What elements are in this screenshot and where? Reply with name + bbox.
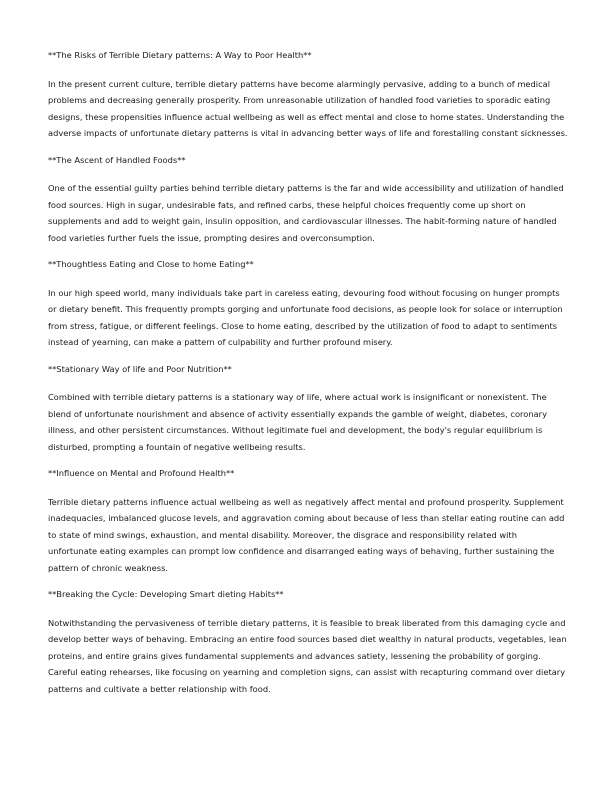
section-heading: **The Risks of Terrible Dietary patterns: A Way to Poor Health** xyxy=(48,50,312,60)
section-heading: **The Ascent of Handled Foods** xyxy=(48,154,186,165)
section-paragraph: In our high speed world, many individuals take part in careless eating, devouring food without focusing on hunger prompts or dietary benefit. This frequently prompts gorging and unfortunate food decisions, as people look for solace or interruption from stress, fatigue, or different feelings. Close to home eating, described by the utilization of food to adapt to sentiments instead of yearning, can make a pattern of culpability and further profound misery. xyxy=(48,287,563,347)
section-paragraph: Terrible dietary patterns influence actual wellbeing as well as negatively affect mental and profound prosperity. Supplement inadequacies, imbalanced glucose levels, and aggravation coming about because of less than stellar eating routine can add to state of mind swings, exhaustion, and mental disability. Moreover, the disgrace and responsibility related with unfortunate eating examples can prompt low confidence and disarranged eating ways of behaving, further sustaining the pattern of chronic weakness. xyxy=(48,496,565,573)
section-paragraph: One of the essential guilty parties behind terrible dietary patterns is the far and wide accessibility and utilization of handled food sources. High in sugar, undesirable fats, and refined carbs, these helpful choices frequently come up short on supplements and add to weight gain, insulin opposition, and cardiovascular illnesses. The habit-forming nature of handled food varieties further fuels the issue, prompting desires and overconsumption. xyxy=(48,183,564,243)
section-heading: **Breaking the Cycle: Developing Smart dieting Habits** xyxy=(48,589,284,599)
section-paragraph: Notwithstanding the pervasiveness of terrible dietary patterns, it is feasible to break liberated from this damaging cycle and develop better ways of behaving. Embracing an entire food sources based diet wealthy in natural products, vegetables, lean proteins, and entire grains gives fundamental supplements and advances satiety, lessening the probability of gorging. Careful eating rehearses, like focusing on yearning and completion signs, can assist with recapturing command over dietary patterns and cultivate a better relationship with food. xyxy=(48,617,567,694)
section-sedentary-lifestyle xyxy=(48,361,568,456)
section-risks xyxy=(48,47,568,142)
section-breaking-cycle xyxy=(48,586,568,697)
section-mental-health xyxy=(48,465,568,576)
section-heading: **Thoughtless Eating and Close to home Eating** xyxy=(48,259,254,269)
section-heading: **Influence on Mental and Profound Health** xyxy=(48,468,235,478)
section-paragraph: Combined with terrible dietary patterns is a stationary way of life, where actual work is insignificant or nonexistent. The blend of unfortunate nourishment and absence of activity essentially expands the gamble of weight, diabetes, coronary illness, and other persistent circumstances. Without legitimate fuel and development, the body's regular equilibrium is disturbed, prompting a fountain of negative wellbeing results. xyxy=(48,392,548,452)
document-body xyxy=(48,47,568,707)
section-paragraph: In the present current culture, terrible dietary patterns have become alarmingly pervasive, adding to a bunch of medical problems and decreasing generally prosperity. From unreasonable utilization of handled food varieties to sporadic eating designs, these propensities influence actual wellbeing as well as effect mental and close to home states. Understanding the adverse impacts of unfortunate dietary patterns is vital in advancing better ways of life and forestalling constant sicknesses. xyxy=(48,78,568,138)
section-mindless-eating xyxy=(48,256,568,351)
section-processed-foods xyxy=(48,152,568,247)
section-heading: **Stationary Way of life and Poor Nutrition** xyxy=(48,363,232,374)
